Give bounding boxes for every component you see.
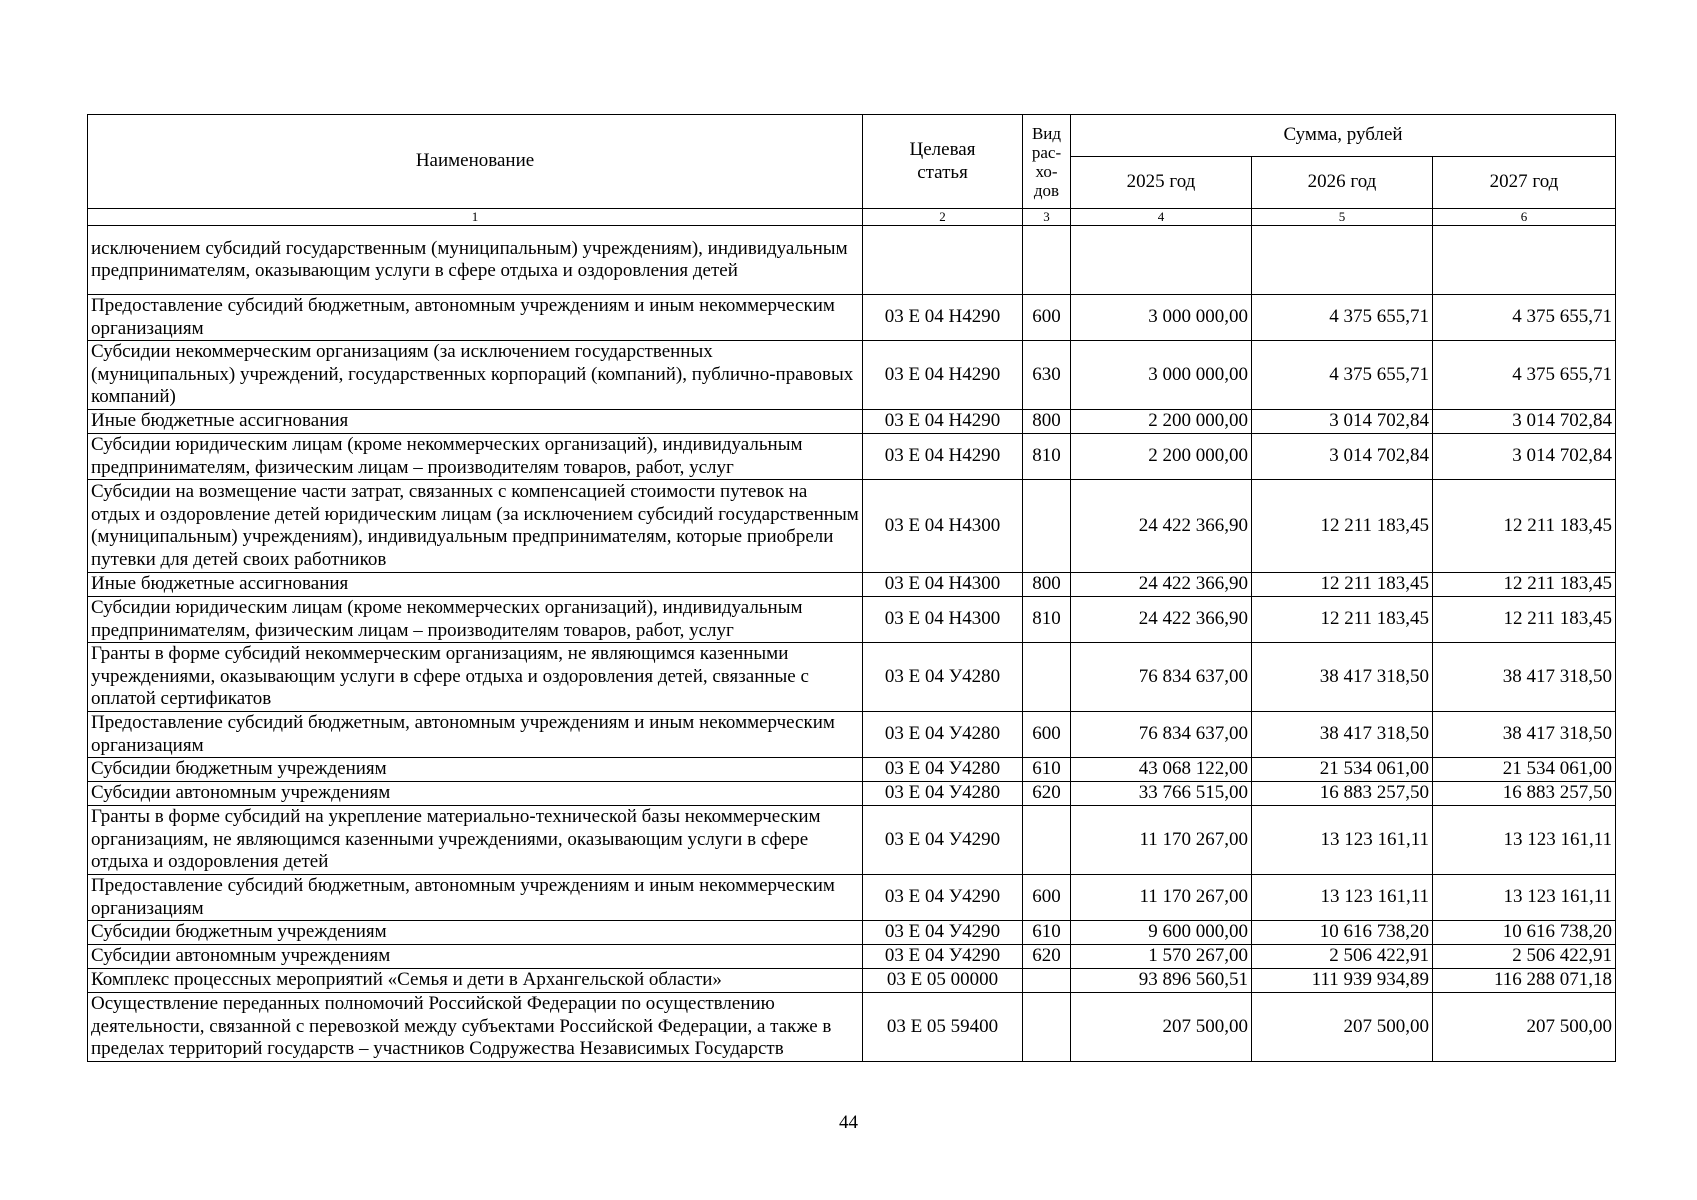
table-row: [88, 341, 1616, 410]
row-sum-2026: 16 883 257,50: [1252, 782, 1433, 806]
row-name: Субсидии некоммерческим организациям (за исключением государственных (муниципальных) учреждений, государственных корпораций (компаний), публично-правовых компаний): [88, 341, 863, 410]
row-sum-2027: 2 506 422,91: [1433, 945, 1616, 969]
row-name: Субсидии юридическим лицам (кроме некоммерческих организаций), индивидуальным предпринимателям, физическим лицам – производителям товаров, работ, услуг: [88, 434, 863, 480]
row-target-article: 03 Е 04 Н4300: [863, 597, 1023, 643]
row-target-article: 03 Е 04 У4280: [863, 758, 1023, 782]
row-expense-type: 600: [1023, 295, 1071, 341]
row-expense-type: 630: [1023, 341, 1071, 410]
row-sum-2027: 4 375 655,71: [1433, 341, 1616, 410]
row-sum-2027: 21 534 061,00: [1433, 758, 1616, 782]
header-year-2025: 2025 год: [1071, 157, 1252, 209]
row-target-article: 03 Е 04 Н4290: [863, 341, 1023, 410]
row-expense-type: [1023, 969, 1071, 993]
row-sum-2025: 11 170 267,00: [1071, 875, 1252, 921]
row-sum-2026: 4 375 655,71: [1252, 341, 1433, 410]
row-expense-type: 810: [1023, 597, 1071, 643]
row-expense-type: 610: [1023, 758, 1071, 782]
column-number: 5: [1252, 209, 1433, 226]
table-row: [88, 597, 1616, 643]
table-row: [88, 993, 1616, 1062]
row-target-article: 03 Е 05 00000: [863, 969, 1023, 993]
table-row: [88, 969, 1616, 993]
row-sum-2025: 24 422 366,90: [1071, 573, 1252, 597]
header-sum: Сумма, рублей: [1071, 115, 1616, 157]
row-target-article: 03 Е 04 Н4290: [863, 410, 1023, 434]
header-target-article: Целевая статья: [863, 115, 1023, 209]
row-expense-type: [1023, 643, 1071, 712]
table-row: [88, 295, 1616, 341]
row-sum-2026: 13 123 161,11: [1252, 875, 1433, 921]
row-sum-2026: 4 375 655,71: [1252, 295, 1433, 341]
row-target-article: 03 Е 04 Н4290: [863, 295, 1023, 341]
row-sum-2026: 38 417 318,50: [1252, 712, 1433, 758]
row-sum-2025: 76 834 637,00: [1071, 712, 1252, 758]
row-sum-2027: 4 375 655,71: [1433, 295, 1616, 341]
table-row: [88, 921, 1616, 945]
row-target-article: 03 Е 04 У4280: [863, 782, 1023, 806]
table-row: [88, 410, 1616, 434]
table-row: [88, 806, 1616, 875]
row-expense-type: [1023, 480, 1071, 573]
row-name: Субсидии на возмещение части затрат, связанных с компенсацией стоимости путевок на отдых и оздоровление детей юридическим лицам (за исключением субсидий государственным (муниципальным) учреждениям), индивидуальным предпринимателям, которые приобрели путевки для детей своих работников: [88, 480, 863, 573]
row-sum-2027: 12 211 183,45: [1433, 480, 1616, 573]
row-name: Иные бюджетные ассигнования: [88, 573, 863, 597]
row-sum-2027: 38 417 318,50: [1433, 643, 1616, 712]
row-sum-2025: 76 834 637,00: [1071, 643, 1252, 712]
row-sum-2026: 207 500,00: [1252, 993, 1433, 1062]
table-row: [88, 875, 1616, 921]
row-name: Предоставление субсидий бюджетным, автономным учреждениям и иным некоммерческим организациям: [88, 712, 863, 758]
row-name: Осуществление переданных полномочий Российской Федерации по осуществлению деятельности, связанной с перевозкой между субъектами Российской Федерации, а также в пределах территорий государств – участников Содружества Независимых Государств: [88, 993, 863, 1062]
row-sum-2025: 9 600 000,00: [1071, 921, 1252, 945]
row-target-article: [863, 226, 1023, 295]
row-target-article: 03 Е 04 У4290: [863, 875, 1023, 921]
row-sum-2025: 43 068 122,00: [1071, 758, 1252, 782]
table-row: [88, 480, 1616, 573]
table-body: [88, 226, 1616, 1062]
row-name: Субсидии автономным учреждениям: [88, 782, 863, 806]
budget-table: [87, 114, 1616, 1062]
row-sum-2025: 3 000 000,00: [1071, 341, 1252, 410]
row-sum-2025: 11 170 267,00: [1071, 806, 1252, 875]
header-expense-type: Вид рас- хо- дов: [1023, 115, 1071, 209]
row-expense-type: 600: [1023, 712, 1071, 758]
row-sum-2026: 21 534 061,00: [1252, 758, 1433, 782]
row-sum-2025: 93 896 560,51: [1071, 969, 1252, 993]
page-number: 44: [839, 1112, 858, 1133]
row-sum-2026: 12 211 183,45: [1252, 597, 1433, 643]
row-sum-2025: 3 000 000,00: [1071, 295, 1252, 341]
header-year-2026: 2026 год: [1252, 157, 1433, 209]
row-target-article: 03 Е 04 У4280: [863, 643, 1023, 712]
row-sum-2027: 12 211 183,45: [1433, 597, 1616, 643]
row-sum-2027: 13 123 161,11: [1433, 875, 1616, 921]
row-sum-2026: 38 417 318,50: [1252, 643, 1433, 712]
row-sum-2027: 12 211 183,45: [1433, 573, 1616, 597]
header-name: Наименование: [88, 115, 863, 209]
row-expense-type: 800: [1023, 573, 1071, 597]
row-name: Субсидии автономным учреждениям: [88, 945, 863, 969]
row-sum-2025: 1 570 267,00: [1071, 945, 1252, 969]
row-sum-2026: 3 014 702,84: [1252, 434, 1433, 480]
row-expense-type: 610: [1023, 921, 1071, 945]
row-sum-2027: 3 014 702,84: [1433, 434, 1616, 480]
column-number: 3: [1023, 209, 1071, 226]
row-name: Предоставление субсидий бюджетным, автономным учреждениям и иным некоммерческим организациям: [88, 295, 863, 341]
column-number: 1: [88, 209, 863, 226]
row-sum-2027: 16 883 257,50: [1433, 782, 1616, 806]
table-row: [88, 434, 1616, 480]
row-sum-2027: [1433, 226, 1616, 295]
row-expense-type: 600: [1023, 875, 1071, 921]
row-sum-2026: 10 616 738,20: [1252, 921, 1433, 945]
table-row: [88, 573, 1616, 597]
row-sum-2026: 12 211 183,45: [1252, 480, 1433, 573]
row-name: Гранты в форме субсидий на укрепление материально-технической базы некоммерческим организациям, не являющимся казенными учреждениями, оказывающим услуги в сфере отдыха и оздоровления детей: [88, 806, 863, 875]
row-name: исключением субсидий государственным (муниципальным) учреждениям), индивидуальным предпринимателям, оказывающим услуги в сфере отдыха и оздоровления детей: [88, 226, 863, 295]
table-row: [88, 712, 1616, 758]
row-name: Комплекс процессных мероприятий «Семья и дети в Архангельской области»: [88, 969, 863, 993]
column-number: 6: [1433, 209, 1616, 226]
row-target-article: 03 Е 04 У4280: [863, 712, 1023, 758]
row-target-article: 03 Е 04 У4290: [863, 921, 1023, 945]
table-row: [88, 643, 1616, 712]
row-sum-2027: 10 616 738,20: [1433, 921, 1616, 945]
row-sum-2026: 12 211 183,45: [1252, 573, 1433, 597]
row-name: Субсидии юридическим лицам (кроме некоммерческих организаций), индивидуальным предпринимателям, физическим лицам – производителям товаров, работ, услуг: [88, 597, 863, 643]
row-expense-type: 800: [1023, 410, 1071, 434]
row-sum-2027: 13 123 161,11: [1433, 806, 1616, 875]
row-sum-2026: [1252, 226, 1433, 295]
row-name: Гранты в форме субсидий некоммерческим организациям, не являющимся казенными учреждениями, оказывающим услуги в сфере отдыха и оздоровления детей, связанные с оплатой сертификатов: [88, 643, 863, 712]
column-number: 4: [1071, 209, 1252, 226]
row-sum-2025: 2 200 000,00: [1071, 434, 1252, 480]
table-row: [88, 782, 1616, 806]
table-row: [88, 945, 1616, 969]
header-year-2027: 2027 год: [1433, 157, 1616, 209]
row-sum-2026: 13 123 161,11: [1252, 806, 1433, 875]
row-name: Иные бюджетные ассигнования: [88, 410, 863, 434]
row-name: Субсидии бюджетным учреждениям: [88, 758, 863, 782]
row-target-article: 03 Е 04 У4290: [863, 945, 1023, 969]
row-name: Предоставление субсидий бюджетным, автономным учреждениям и иным некоммерческим организациям: [88, 875, 863, 921]
row-target-article: 03 Е 04 Н4290: [863, 434, 1023, 480]
row-expense-type: 620: [1023, 945, 1071, 969]
row-expense-type: 810: [1023, 434, 1071, 480]
row-sum-2027: 3 014 702,84: [1433, 410, 1616, 434]
row-sum-2027: 207 500,00: [1433, 993, 1616, 1062]
row-expense-type: [1023, 806, 1071, 875]
row-sum-2025: 33 766 515,00: [1071, 782, 1252, 806]
column-number: 2: [863, 209, 1023, 226]
row-name: Субсидии бюджетным учреждениям: [88, 921, 863, 945]
row-sum-2027: 116 288 071,18: [1433, 969, 1616, 993]
row-sum-2026: 3 014 702,84: [1252, 410, 1433, 434]
row-sum-2025: 24 422 366,90: [1071, 597, 1252, 643]
row-sum-2026: 111 939 934,89: [1252, 969, 1433, 993]
row-target-article: 03 Е 04 У4290: [863, 806, 1023, 875]
row-expense-type: 620: [1023, 782, 1071, 806]
row-expense-type: [1023, 226, 1071, 295]
row-sum-2025: [1071, 226, 1252, 295]
row-target-article: 03 Е 05 59400: [863, 993, 1023, 1062]
row-expense-type: [1023, 993, 1071, 1062]
row-sum-2027: 38 417 318,50: [1433, 712, 1616, 758]
row-target-article: 03 Е 04 Н4300: [863, 480, 1023, 573]
table-row: [88, 758, 1616, 782]
row-sum-2025: 207 500,00: [1071, 993, 1252, 1062]
row-sum-2025: 2 200 000,00: [1071, 410, 1252, 434]
row-sum-2025: 24 422 366,90: [1071, 480, 1252, 573]
row-sum-2026: 2 506 422,91: [1252, 945, 1433, 969]
table-row: [88, 226, 1616, 295]
row-target-article: 03 Е 04 Н4300: [863, 573, 1023, 597]
